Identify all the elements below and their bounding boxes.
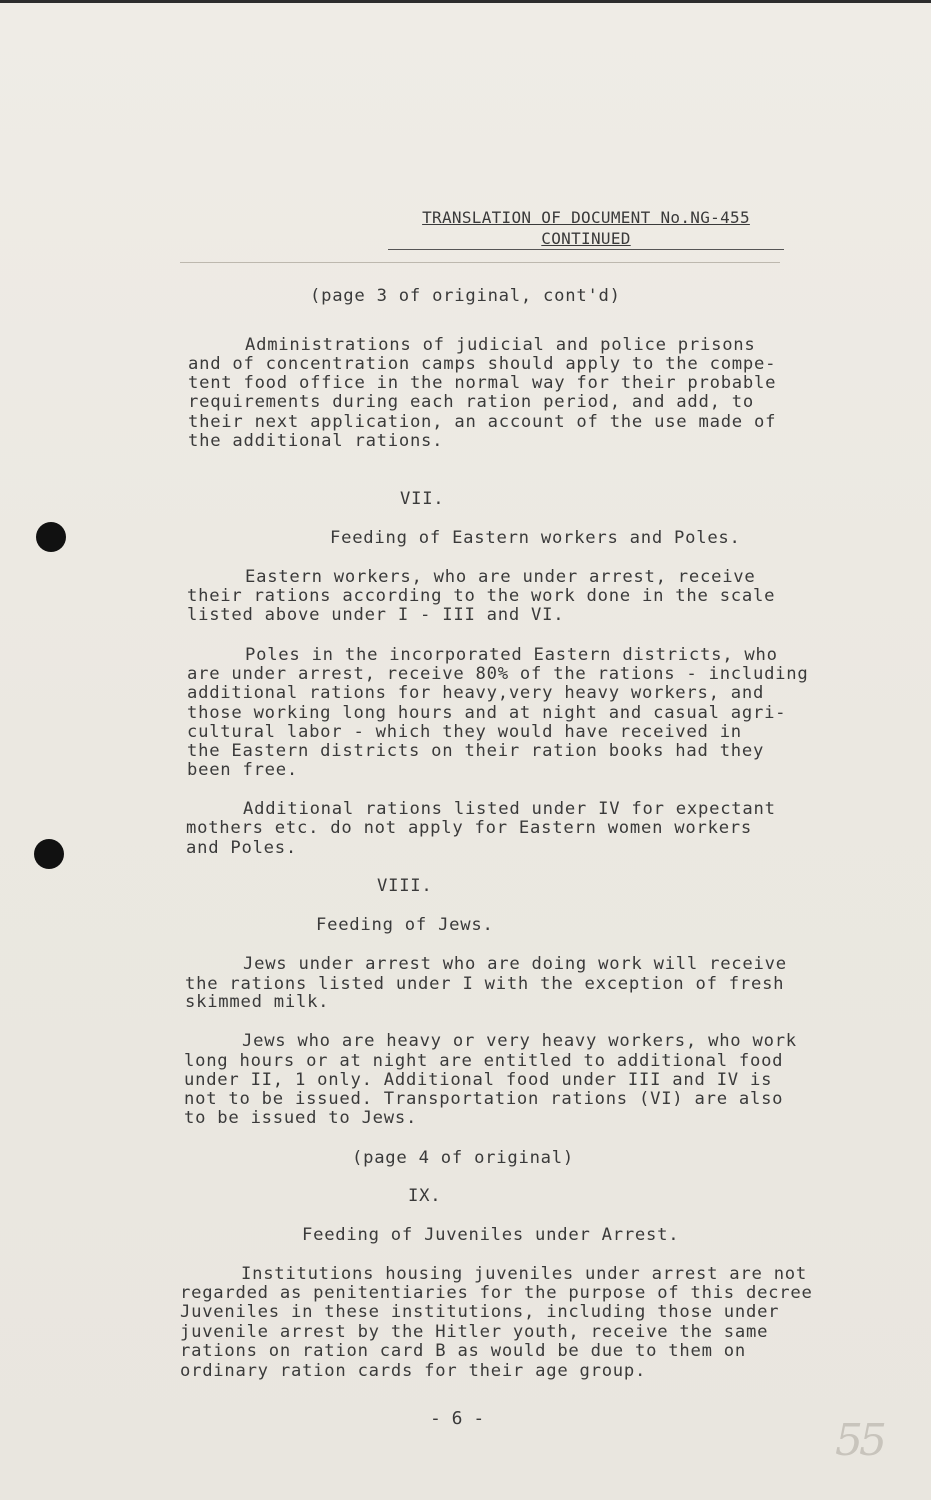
s9a-line-2: regarded as penitentiaries for the purpose of this decree <box>180 1283 813 1303</box>
para1-line-4: requirements during each ration period, and add, to <box>188 392 754 412</box>
s8a-line-3: skimmed milk. <box>185 992 330 1012</box>
header-rule <box>388 249 784 250</box>
s7a-line-3: listed above under I - III and VI. <box>187 605 565 625</box>
s7b-line-5: cultural labor - which they would have received in <box>187 722 742 742</box>
s9a-line-3: Juveniles in these institutions, including those under <box>180 1302 780 1322</box>
s8a-line-2: the rations listed under I with the exception of fresh <box>185 974 785 994</box>
section-ix-numeral: IX. <box>408 1186 442 1206</box>
para1-line-3: tent food office in the normal way for their probable <box>188 373 777 393</box>
s7c-line-1: Additional rations listed under IV for expectant <box>243 799 776 819</box>
s8a-line-1: Jews under arrest who are doing work will receive <box>243 954 787 974</box>
s9a-line-1: Institutions housing juveniles under arrest are not <box>241 1264 807 1284</box>
s9a-line-5: rations on ration card B as would be due to them on <box>180 1341 746 1361</box>
para1-line-6: the additional rations. <box>188 431 444 451</box>
page-reference-4: (page 4 of original) <box>352 1148 574 1168</box>
s7c-line-3: and Poles. <box>186 838 297 858</box>
s7b-line-4: those working long hours and at night and casual agri- <box>187 703 787 723</box>
s7a-line-1: Eastern workers, who are under arrest, receive <box>245 567 756 587</box>
s8b-line-3: under II, 1 only. Additional food under III and IV is <box>184 1070 773 1090</box>
document-header <box>388 207 784 249</box>
para1-line-5: their next application, an account of the use made of <box>188 412 777 432</box>
s8b-line-5: to be issued to Jews. <box>184 1108 418 1128</box>
header-subtitle: CONTINUED <box>541 229 631 248</box>
divider-line <box>180 262 780 263</box>
s8b-line-4: not to be issued. Transportation rations (VI) are also <box>184 1089 784 1109</box>
s8b-line-1: Jews who are heavy or very heavy workers, who work <box>242 1031 797 1051</box>
s8b-line-2: long hours or at night are entitled to additional food <box>184 1051 784 1071</box>
s7c-line-2: mothers etc. do not apply for Eastern women workers <box>186 818 752 838</box>
s7a-line-2: their rations according to the work done in the scale <box>187 586 776 606</box>
punch-hole-upper <box>36 522 66 552</box>
section-ix-title: Feeding of Juveniles under Arrest. <box>302 1225 680 1245</box>
section-vii-title: Feeding of Eastern workers and Poles. <box>330 528 741 548</box>
s7b-line-1: Poles in the incorporated Eastern districts, who <box>245 645 778 665</box>
s7b-line-6: the Eastern districts on their ration books had they <box>187 741 765 761</box>
header-title: TRANSLATION OF DOCUMENT No.NG-455 <box>422 208 750 227</box>
section-viii-title: Feeding of Jews. <box>316 915 494 935</box>
punch-hole-lower <box>34 839 64 869</box>
s7b-line-3: additional rations for heavy,very heavy workers, and <box>187 683 765 703</box>
s7b-line-7: been free. <box>187 760 298 780</box>
s9a-line-6: ordinary ration cards for their age group. <box>180 1361 647 1381</box>
para1-line-1: Administrations of judicial and police prisons <box>245 335 756 355</box>
s9a-line-4: juvenile arrest by the Hitler youth, receive the same <box>180 1322 769 1342</box>
page-number: - 6 - <box>430 1408 485 1429</box>
section-viii-numeral: VIII. <box>377 876 433 896</box>
page-top-edge <box>0 0 931 3</box>
s7b-line-2: are under arrest, receive 80% of the rations - including <box>187 664 809 684</box>
handwritten-page-number: 55 <box>835 1415 883 1466</box>
section-vii-numeral: VII. <box>400 489 445 509</box>
para1-line-2: and of concentration camps should apply to the compe- <box>188 354 777 374</box>
page-reference-3: (page 3 of original, cont'd) <box>310 286 621 306</box>
